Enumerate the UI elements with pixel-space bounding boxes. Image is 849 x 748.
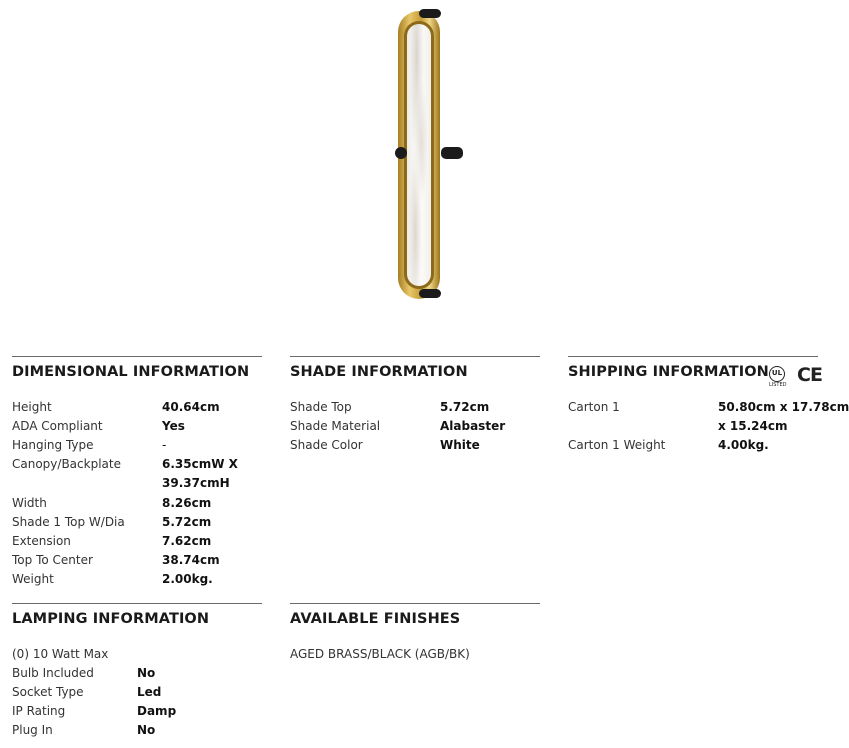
spec-value: No	[137, 666, 156, 680]
section-divider	[568, 356, 818, 357]
certifications	[769, 366, 825, 390]
dimensional-section	[12, 356, 262, 596]
spec-value: Led	[137, 685, 162, 699]
spec-value: Yes	[162, 419, 185, 433]
spec-label: Shade Color	[290, 438, 363, 452]
finish-label: AGED BRASS/BLACK (AGB/BK)	[290, 647, 470, 661]
spec-value-continued: x 15.24cm	[718, 419, 788, 433]
spec-value: 4.00kg.	[718, 438, 769, 452]
ce-mark-icon: CE	[797, 364, 822, 386]
bottom-cap	[419, 289, 441, 298]
product-image	[385, 5, 465, 305]
lamping-section	[12, 603, 262, 743]
section-heading: SHIPPING INFORMATION	[568, 364, 769, 380]
spec-value: 5.72cm	[162, 515, 212, 529]
spec-label: Socket Type	[12, 685, 84, 699]
section-heading: DIMENSIONAL INFORMATION	[12, 364, 250, 380]
ul-listed-caption: LISTED	[769, 382, 787, 388]
ul-listed-icon: UL	[769, 366, 785, 382]
alabaster-shade	[407, 24, 431, 286]
spec-label: Bulb Included	[12, 666, 94, 680]
shipping-section	[568, 356, 849, 476]
spec-value: 38.74cm	[162, 553, 220, 567]
finishes-section	[290, 603, 540, 673]
section-heading: AVAILABLE FINISHES	[290, 611, 461, 627]
top-cap	[419, 9, 441, 18]
spec-value: White	[440, 438, 480, 452]
spec-label: Extension	[12, 534, 71, 548]
section-heading: SHADE INFORMATION	[290, 364, 468, 380]
spec-label: Plug In	[12, 723, 53, 737]
mount-knob-left	[395, 147, 407, 159]
spec-label: (0) 10 Watt Max	[12, 647, 109, 661]
spec-value: 6.35cmW X	[162, 457, 238, 471]
spec-value: Damp	[137, 704, 177, 718]
spec-value-continued: 39.37cmH	[162, 476, 230, 490]
spec-label: ADA Compliant	[12, 419, 103, 433]
spec-value: 40.64cm	[162, 400, 220, 414]
spec-value: 2.00kg.	[162, 572, 213, 586]
spec-value: Alabaster	[440, 419, 506, 433]
spec-value: 5.72cm	[440, 400, 490, 414]
spec-value: No	[137, 723, 156, 737]
spec-label: Canopy/Backplate	[12, 457, 121, 471]
spec-label: Carton 1 Weight	[568, 438, 666, 452]
spec-label: Hanging Type	[12, 438, 94, 452]
spec-value: 7.62cm	[162, 534, 212, 548]
spec-value: 50.80cm x 17.78cm	[718, 400, 849, 414]
spec-label: Top To Center	[12, 553, 93, 567]
spec-label: Weight	[12, 572, 54, 586]
section-divider	[12, 356, 262, 357]
section-divider	[290, 603, 540, 604]
spec-label: Height	[12, 400, 52, 414]
section-divider	[290, 356, 540, 357]
spec-label: IP Rating	[12, 704, 66, 718]
spec-value: -	[162, 438, 167, 452]
spec-label: Shade 1 Top W/Dia	[12, 515, 125, 529]
spec-label: Width	[12, 496, 47, 510]
shade-section	[290, 356, 540, 476]
spec-label: Shade Top	[290, 400, 352, 414]
section-divider	[12, 603, 262, 604]
mount-knob-right	[441, 147, 463, 159]
section-heading: LAMPING INFORMATION	[12, 611, 210, 627]
spec-label: Shade Material	[290, 419, 381, 433]
spec-label: Carton 1	[568, 400, 620, 414]
spec-value: 8.26cm	[162, 496, 212, 510]
